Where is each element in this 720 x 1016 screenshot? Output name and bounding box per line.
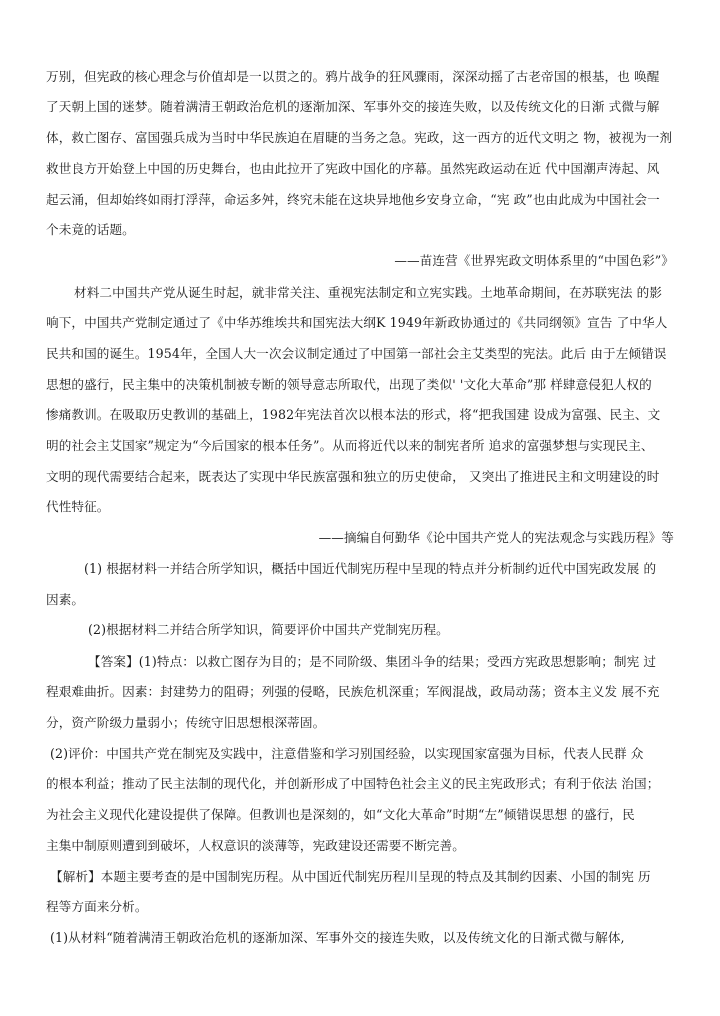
analysis-line: 【解析】本题主要考查的是中国制宪历程。从中国近代制宪历程川呈现的特点及其制约因素、小国的制宪 历 [50, 869, 651, 884]
answer-line: 的根本利益；推动了民主法制的现代化，并创新形成了中国特色社会主义的民主宪政形式；有利于依法 治国； [46, 776, 660, 791]
question-line: (1) 根据材料一并结合所学知识，概括中国近代制宪历程中呈现的特点并分析制约近代中国宪政发展 的 [84, 561, 657, 576]
text-line: 救世良方开始登上中国的历史舞台，也由此拉开了宪政中国化的序幕。虽然宪政运动在近 代中国潮声涛起、风 [46, 161, 660, 176]
text-line: 响下，中国共产党制定通过了《中华苏维埃共和国宪法大纲K 1949年新政协通过的《共同纲领》宣告 了中华人 [46, 315, 668, 330]
citation-line: ——摘编自何勤华《论中国共产党人的宪法观念与实践历程》等 [318, 530, 674, 545]
text-line: 材料二中国共产党从诞生时起，就非常关注、重视宪法制定和立宪实践。土地革命期间，在苏联宪法 的影 [74, 285, 663, 300]
answer-line: 主集中制原则遭到到破坏，人权意识的淡薄等，宪政建设还需要不断完善。 [46, 838, 465, 853]
analysis-line: 程等方面来分析。 [46, 899, 148, 914]
text-line: 个未竟的话题。 [46, 222, 135, 237]
text-line: 民共和国的诞生。1954年，全国人大一次会议制定通过了中国第一部社会主艾类型的宪法。此后 由于左倾错误 [46, 346, 667, 361]
answer-line: 分，资产阶级力量弱小；传统守旧思想根深蒂固。 [46, 715, 326, 730]
text-line: 文明的现代需要结合起来，既表达了实现中华民族富强和独立的历史使命， 又突出了推进民主和文明建设的时 [46, 469, 660, 484]
question-line: 因素。 [46, 592, 85, 607]
citation-line: ——苗连营《世界宪政文明体系里的“中国色彩”》 [394, 253, 674, 268]
text-line: 了天朝上国的迷梦。随着满清王朝政治危机的逐渐加深、军事外交的接连失败，以及传统文化的日渐 式微与解 [46, 99, 660, 114]
answer-line: 【答案】(1)特点：以救亡图存为目的；是不同阶级、集团斗争的结果；受西方宪政思想影响；制宪 过 [88, 654, 657, 669]
text-line: 起云涌，但却始终如雨打浮萍，命运多舛，终究未能在这块异地他乡安身立命，“宪 政”也由此成为中国社会一 [46, 192, 660, 207]
text-line: 代性特征。 [46, 499, 110, 514]
text-line: 体，救亡图存、富国强兵成为当时中华民族迫在眉睫的当务之急。宪政，这一西方的近代文明之 物，被视为一剂 [46, 130, 673, 145]
answer-line: 为社会主义现代化建设提供了保障。但教训也是深刻的，如“文化大革命”时期“左”倾错误思想 的盛行，民 [46, 807, 635, 822]
text-line: 明的社会主艾国家”规定为“今后国家的根本任务”。从而将近代以来的制宪者所 追求的富强梦想与实现民主、 [46, 438, 654, 453]
text-line: 万别，但宪政的核心理念与价值却是一以贯之的。鸦片战争的狂风骤雨，深深动摇了古老帝国的根基，也 唤醒 [46, 69, 660, 84]
analysis-line: (1)从材料“随着满清王朝政治危机的逐渐加深、军事外交的接连失败，以及传统文化的日渐式微与解体, [50, 930, 625, 945]
answer-line: 程艰难曲折。因素：封建势力的阻碍；列强的侵略，民族危机深重；军阀混战，政局动荡；资本主义发 展不充 [46, 684, 660, 699]
text-line: 思想的盛行，民主集中的决策机制被专断的领导意志所取代，出现了类似' '文化大革命”那 样肆意侵犯人权的 [46, 377, 652, 392]
text-line: 惨痛教训。在吸取历史教训的基础上，1982年宪法首次以根本法的形式，将“把我国建 设成为富强、民主、文 [46, 407, 661, 422]
answer-line: (2)评价：中国共产党在制宪及实践中，注意借鉴和学习别国经验，以实现国家富强为目标，代表人民群 众 [50, 746, 644, 761]
question-line: (2)根据材料二并结合所学知识，简要评价中国共产党制宪历程。 [88, 622, 449, 637]
